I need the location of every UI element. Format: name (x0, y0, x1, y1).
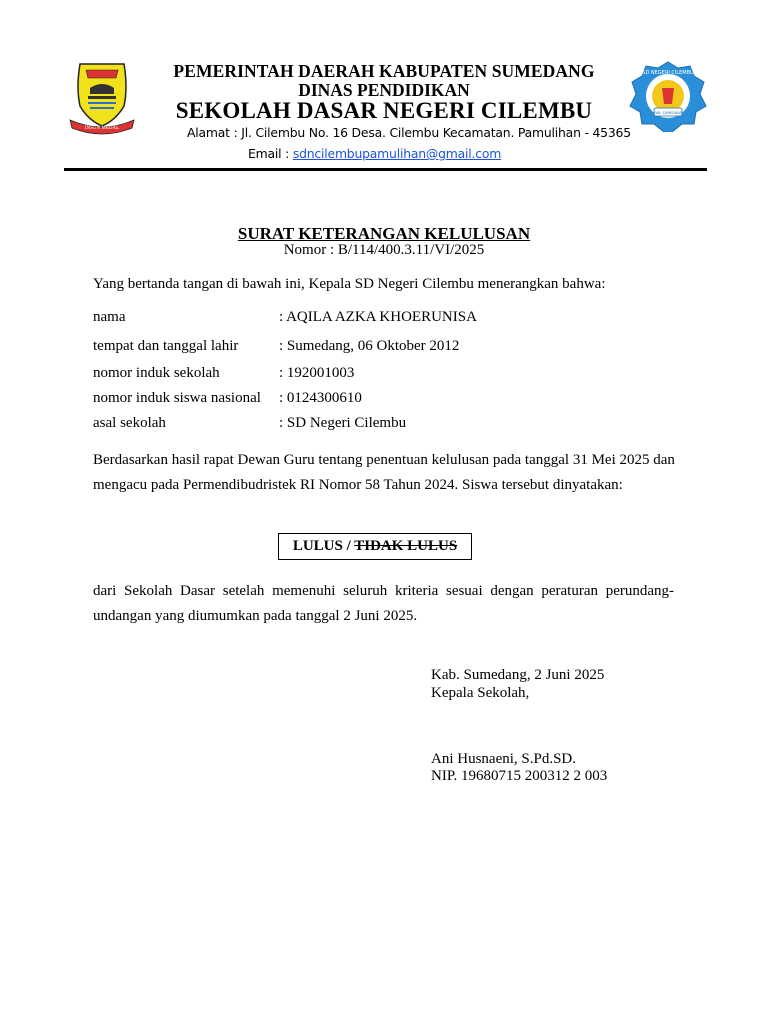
email-link[interactable]: sdncilembupamulihan@gmail.com (292, 146, 502, 161)
intro-text: Yang bertanda tangan di bawah ini, Kepala SD Negeri Cilembu menerangkan bahwa: (93, 276, 606, 292)
signature-place-date: Kab. Sumedang, 2 Juni 2025 (431, 667, 605, 683)
school-name: SEKOLAH DASAR NEGERI CILEMBU (175, 98, 593, 123)
graduation-status-box (278, 533, 472, 560)
signature-name: Ani Husnaeni, S.Pd.SD. (431, 751, 577, 767)
school-logo-text: SD NEGERI CILEMBU (642, 70, 694, 76)
school-logo-ribbon: KAB. SUMEDANG (653, 111, 683, 115)
field-value-name: : AQILA AZKA KHOERUNISA (279, 309, 477, 325)
signature-nip: NIP. 19680715 200312 2 003 (431, 768, 608, 784)
department-name: DINAS PENDIDIKAN (298, 80, 470, 100)
letterhead-divider (64, 168, 707, 171)
field-value-nisn: : 0124300610 (279, 390, 362, 406)
signature-position: Kepala Sekolah, (431, 685, 530, 701)
left-logo-motto: INSUN MEDAL (84, 126, 120, 131)
school-address: Alamat : Jl. Cilembu No. 16 Desa. Cilembu Kecamatan. Pamulihan - 45365 (187, 125, 631, 140)
field-label-nisn: nomor induk siswa nasional (93, 390, 261, 406)
status-passed: LULUS / (292, 538, 355, 554)
field-value-nis: : 192001003 (279, 365, 355, 381)
status-failed-struck: TIDAK LULUS (354, 538, 458, 554)
decision-paragraph: Berdasarkan hasil rapat Dewan Guru tentang penentuan kelulusan pada tanggal 31 Mei 2025 dan mengacu pada Permendibudristek RI Nomor 58 Tahun 2024. Siswa tersebut dinyatakan: (93, 452, 675, 493)
sumedang-regency-logo (66, 60, 138, 138)
field-label-name: nama (93, 309, 126, 325)
email-row (248, 146, 501, 161)
closing-paragraph: dari Sekolah Dasar setelah memenuhi seluruh kriteria sesuai dengan peraturan perundang-undangan yang diumumkan pada tanggal 2 Juni 2025. (93, 583, 674, 624)
field-label-nis: nomor induk sekolah (93, 365, 220, 381)
school-logo (628, 60, 708, 132)
document-number: Nomor : B/114/400.3.11/VI/2025 (283, 242, 485, 258)
field-value-school: : SD Negeri Cilembu (279, 415, 407, 431)
document-title: SURAT KETERANGAN KELULUSAN (237, 224, 531, 243)
field-value-birth: : Sumedang, 06 Oktober 2012 (279, 338, 460, 354)
email-label: Email : (248, 146, 293, 161)
government-name: PEMERINTAH DAERAH KABUPATEN SUMEDANG (173, 61, 595, 81)
field-label-school: asal sekolah (93, 415, 166, 431)
field-label-birth: tempat dan tanggal lahir (93, 338, 239, 354)
